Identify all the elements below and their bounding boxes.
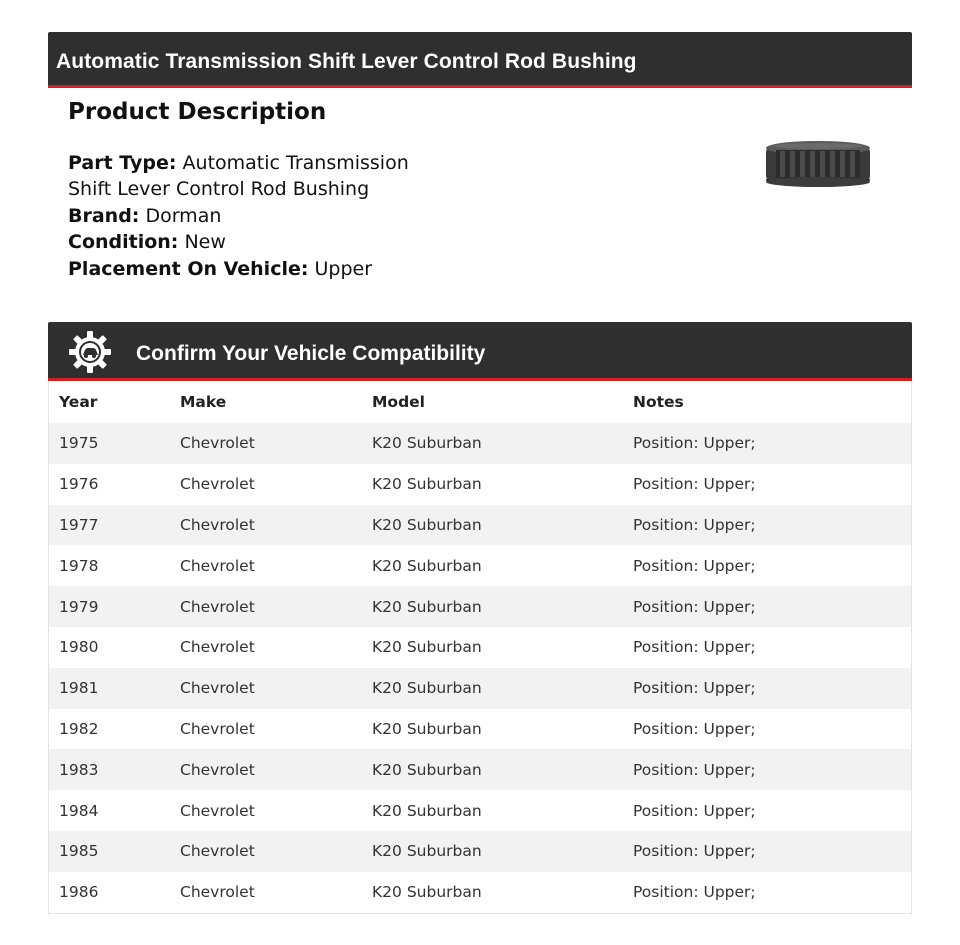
cell-model: K20 Suburban: [372, 679, 482, 698]
cell-year: 1983: [59, 760, 99, 779]
cell-model: K20 Suburban: [372, 638, 482, 657]
table-row: [49, 423, 911, 464]
cell-model: K20 Suburban: [372, 760, 482, 779]
cell-make: Chevrolet: [180, 475, 255, 494]
spec-placement-label: Placement On Vehicle:: [68, 257, 309, 280]
cell-notes: Position: Upper;: [633, 679, 756, 698]
product-description-heading: Product Description: [68, 99, 327, 125]
product-image: [760, 132, 876, 194]
spec-placement: [68, 256, 448, 282]
cell-notes: Position: Upper;: [633, 842, 756, 861]
cell-model: K20 Suburban: [372, 597, 482, 616]
cell-make: Chevrolet: [180, 842, 255, 861]
cell-model: K20 Suburban: [372, 801, 482, 820]
gear-car-icon: [68, 330, 112, 374]
cell-notes: Position: Upper;: [633, 475, 756, 494]
cell-notes: Position: Upper;: [633, 515, 756, 534]
table-row: [49, 464, 911, 505]
cell-year: 1985: [59, 842, 99, 861]
cell-model: K20 Suburban: [372, 515, 482, 534]
product-title: Automatic Transmission Shift Lever Control Rod Bushing: [56, 50, 637, 73]
table-row: [49, 505, 911, 546]
cell-make: Chevrolet: [180, 801, 255, 820]
cell-make: Chevrolet: [180, 883, 255, 902]
product-description: [68, 96, 748, 282]
cell-model: K20 Suburban: [372, 434, 482, 453]
table-row: [49, 586, 911, 627]
table-row: [49, 872, 911, 913]
column-header-year: Year: [59, 393, 98, 411]
cell-year: 1975: [59, 434, 99, 453]
table-row: [49, 749, 911, 790]
spec-brand: [68, 203, 448, 229]
cell-model: K20 Suburban: [372, 842, 482, 861]
cell-make: Chevrolet: [180, 515, 255, 534]
product-title-bar: [48, 32, 912, 88]
cell-notes: Position: Upper;: [633, 883, 756, 902]
cell-notes: Position: Upper;: [633, 597, 756, 616]
spec-condition-label: Condition:: [68, 231, 179, 254]
cell-year: 1986: [59, 883, 99, 902]
cell-make: Chevrolet: [180, 434, 255, 453]
cell-year: 1977: [59, 515, 99, 534]
table-row: [49, 545, 911, 586]
product-specs: [68, 150, 448, 282]
cell-model: K20 Suburban: [372, 883, 482, 902]
cell-year: 1982: [59, 719, 99, 738]
cell-make: Chevrolet: [180, 760, 255, 779]
table-row: [49, 790, 911, 831]
column-header-make: Make: [180, 393, 227, 411]
cell-model: K20 Suburban: [372, 475, 482, 494]
cell-make: Chevrolet: [180, 597, 255, 616]
cell-year: 1976: [59, 475, 99, 494]
cell-model: K20 Suburban: [372, 556, 482, 575]
table-row: [49, 627, 911, 668]
cell-make: Chevrolet: [180, 679, 255, 698]
spec-part-type-label: Part Type:: [68, 152, 177, 174]
cell-year: 1980: [59, 638, 99, 657]
cell-year: 1978: [59, 556, 99, 575]
spec-brand-label: Brand:: [68, 204, 140, 227]
spec-condition-value: New: [184, 231, 226, 254]
spec-part-type: [68, 150, 448, 203]
table-row: [49, 668, 911, 709]
spec-condition: [68, 229, 448, 255]
column-header-model: Model: [372, 393, 425, 411]
cell-notes: Position: Upper;: [633, 719, 756, 738]
table-row: [49, 831, 911, 872]
cell-notes: Position: Upper;: [633, 638, 756, 657]
bushing-image: [760, 132, 876, 194]
cell-year: 1984: [59, 801, 99, 820]
spec-part-type-value: Automatic Transmission Shift Lever Control Rod Bushing: [68, 152, 409, 201]
cell-year: 1981: [59, 679, 99, 698]
cell-make: Chevrolet: [180, 556, 255, 575]
cell-model: K20 Suburban: [372, 719, 482, 738]
spec-brand-value: Dorman: [145, 204, 222, 227]
cell-notes: Position: Upper;: [633, 760, 756, 779]
compatibility-header: [48, 322, 912, 381]
table-row: [49, 709, 911, 750]
cell-make: Chevrolet: [180, 719, 255, 738]
column-header-notes: Notes: [633, 393, 684, 411]
spec-placement-value: Upper: [314, 257, 373, 280]
compatibility-heading: Confirm Your Vehicle Compatibility: [136, 342, 486, 365]
cell-notes: Position: Upper;: [633, 801, 756, 820]
compatibility-table: [48, 381, 912, 914]
cell-notes: Position: Upper;: [633, 556, 756, 575]
cell-notes: Position: Upper;: [633, 434, 756, 453]
table-header-row: [49, 381, 911, 423]
cell-year: 1979: [59, 597, 99, 616]
cell-make: Chevrolet: [180, 638, 255, 657]
